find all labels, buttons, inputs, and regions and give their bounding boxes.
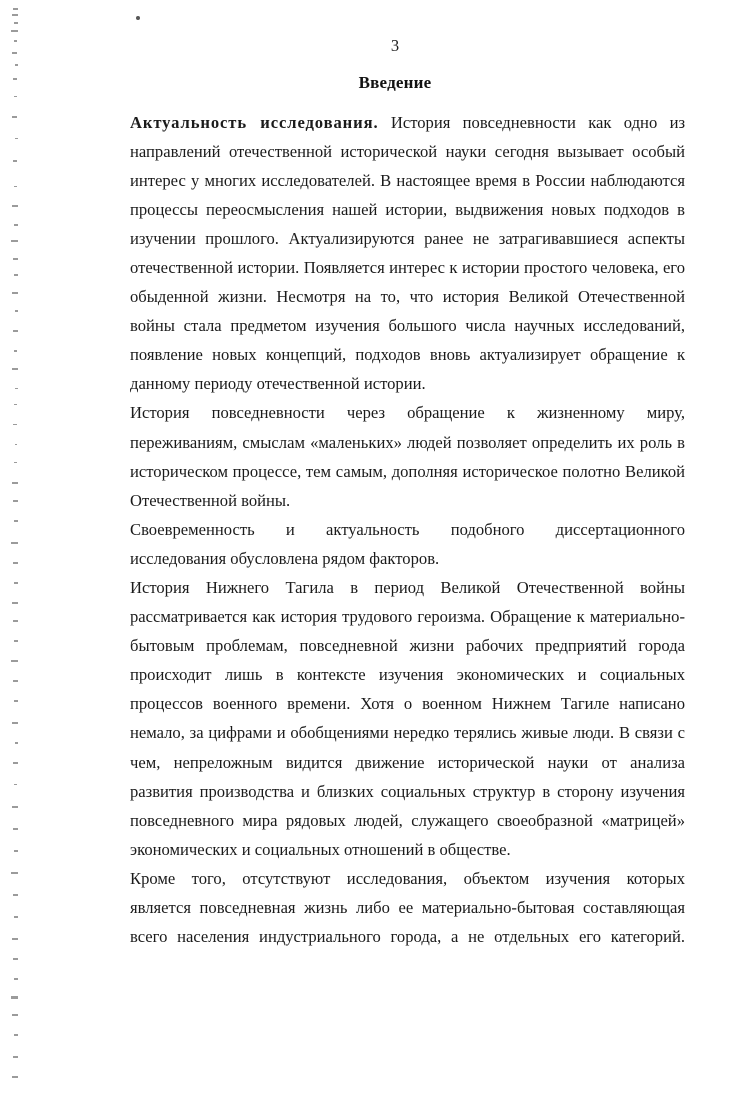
lead-bold-run: Актуальность исследования. — [130, 112, 379, 132]
text-line: обыденной жизни. Несмотря на то, что история Великой Отечественной — [130, 287, 685, 307]
paragraph-2 — [105, 398, 685, 514]
text-line: процессов военного времени. Хотя о военном Нижнем Тагиле написано — [130, 694, 685, 714]
text-line: рассматривается как история трудового героизма. Обращение к материально- — [130, 607, 685, 627]
text-line — [105, 108, 685, 137]
text-line: историческом процессе, тем самым, дополняя историческое полотно Великой — [130, 461, 685, 481]
text-line: происходит лишь в контексте изучения экономических и социальных — [130, 665, 685, 685]
text-line: История повседневности через обращение к жизненному миру, — [130, 403, 685, 423]
text-line: является повседневная жизнь либо ее материально-бытовая составляющая — [130, 898, 685, 918]
text-line: немало, за цифрами и обобщениями нередко терялись живые люди. В связи с — [130, 723, 685, 743]
text-line: развития производства и близких социальных структур в сторону изучения — [130, 781, 685, 801]
text-line: данному периоду отечественной истории. — [130, 374, 426, 394]
text-line: Кроме того, отсутствуют исследования, объектом изучения которых — [130, 868, 685, 888]
text-line: появление новых концепций, подходов вновь актуализирует обращение к — [130, 345, 685, 365]
text-line: интерес у многих исследователей. В настоящее время в России наблюдаются — [130, 170, 685, 190]
paragraph-1 — [105, 108, 685, 399]
text-line: отечественной истории. Появляется интерес к истории простого человека, его — [130, 257, 685, 277]
text-line: процессы переосмысления нашей истории, выдвижения новых подходов в — [130, 199, 685, 219]
text-line: чем, непреложным видится движение исторической науки от анализа — [130, 752, 685, 772]
paragraph-5 — [105, 864, 685, 951]
text-line: переживаниям, смыслам «маленьких» людей позволяет определить их роль в — [130, 432, 685, 452]
paragraph-4 — [105, 573, 685, 864]
text-line: войны стала предметом изучения большого числа научных исследований, — [130, 316, 685, 336]
text-line-rest: История повседневности как одно из — [390, 112, 686, 132]
text-line: направлений отечественной исторической науки сегодня вызывает особый — [130, 141, 685, 161]
text-line: История Нижнего Тагила в период Великой Отечественной войны — [130, 578, 685, 597]
text-line: экономических и социальных отношений в обществе. — [130, 839, 511, 859]
text-line: изучении прошлого. Актуализируются ранее не затрагивавшиеся аспекты — [130, 228, 685, 248]
text-line: исследования обусловлена рядом факторов. — [130, 548, 440, 568]
text-line: Своевременность и актуальность подобного диссертационного — [130, 519, 685, 539]
page-content — [105, 0, 685, 951]
paragraph-3 — [105, 515, 685, 573]
text-line: бытовым проблемам, повседневной жизни рабочих предприятий города — [130, 636, 685, 656]
page-title: Введение — [358, 72, 432, 92]
scan-artifact-left-margin — [6, 0, 28, 1100]
page-number: 3 — [390, 36, 400, 55]
text-line: повседневного мира рядовых людей, служащего своеобразной «матрицей» — [130, 810, 685, 830]
text-line: Отечественной войны. — [130, 490, 291, 510]
text-line: всего населения индустриального города, а не отдельных его категорий. — [130, 927, 685, 947]
